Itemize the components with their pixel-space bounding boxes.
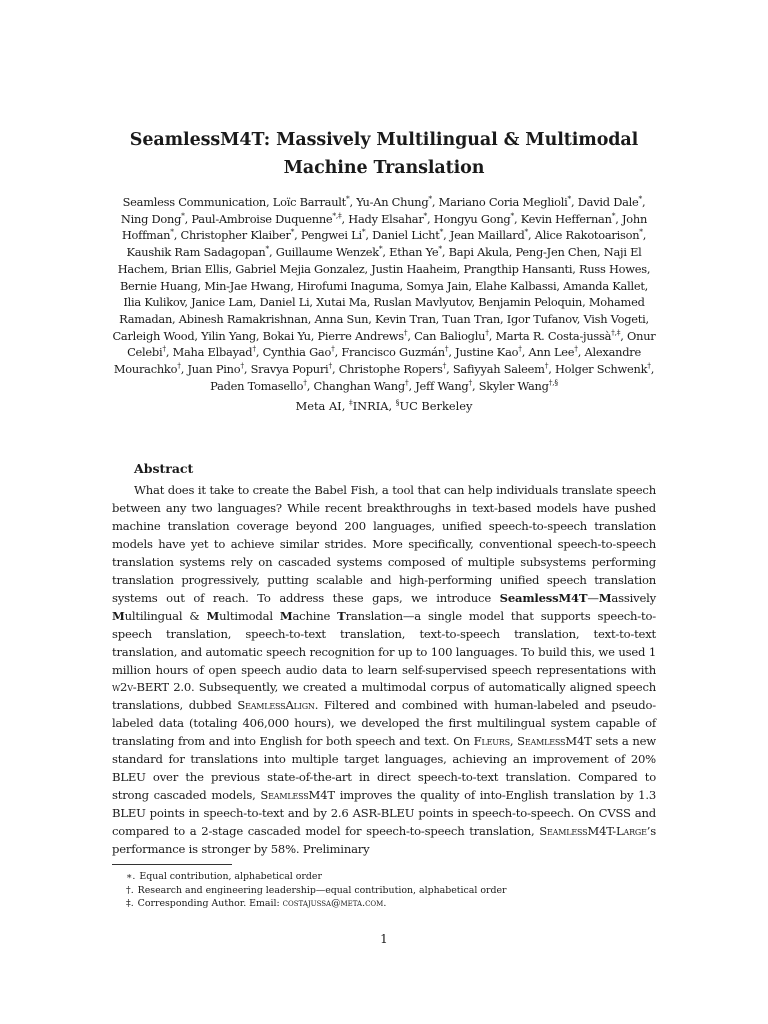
author-mark: * [423,210,428,220]
author-name: Russ Howes [579,261,647,276]
author-mark: †,§ [548,377,558,387]
author-name: Pierre Andrews [317,328,404,343]
author-name: Seamless Communication [122,195,267,209]
author-name: Alice Rakotoarison [534,228,640,243]
author-name: Tuan Tran [442,311,501,326]
abstract-text-run: SeamlessM4T [517,734,592,749]
author-name: Marta R. Costa-jussà [495,328,612,343]
footnote-divider [112,864,232,865]
footnotes [112,870,656,911]
abstract-text-run: achine [292,608,338,623]
affiliation-mark: § [395,398,400,408]
paper-title: SeamlessM4T: Massively Multilingual & Multimodal Machine Translation [129,130,639,178]
author-name: Hirofumi Inaguma [297,278,400,293]
author-mark: † [303,377,307,387]
author-mark: † [328,361,332,371]
author-name: Bokai Yu [262,328,311,343]
footnote-mark: †. [126,884,134,896]
author-name: Changhan Wang [313,378,405,393]
abstract-text-run: ’s performance is stronger by 58%. Preliminary [112,824,656,857]
affiliations: Meta AI, ‡INRIA, §UC Berkeley [295,398,473,413]
author-mark: * [378,244,383,254]
abstract-text-run: M [112,608,125,623]
author-mark: * [611,210,616,220]
author-mark: † [162,344,166,354]
author-name: Min-Jae Hwang [204,278,291,293]
abstract-text-run: SeamlessM4T-Large [539,824,647,839]
author-mark: * [438,244,442,254]
author-name: Ann Lee [528,345,575,360]
affiliation-name: INRIA [352,399,389,413]
author-name: Daniel Licht [372,228,440,243]
abstract-text-run: Fleurs [473,734,510,749]
abstract-text-run: M [206,608,220,623]
footnote-text: Research and engineering leadership—equal contribution, alphabetical order [137,884,507,896]
abstract-text-run: , [509,734,518,749]
author-name: Somya Jain [406,278,469,293]
author-mark: * [290,227,295,237]
author-list: Seamless Communication, Loïc Barrault*, Yu-An Chung*, Mariano Coria Meglioli*, David Dale*, Ning Dong*, Paul-Ambroise Duquenne*,‡, Hady Elsahar*, Hongyu Gong*, Kevin Heffernan*, John Hoffman*, Christopher Klaiber*, Pengwei Li*, Daniel Licht*, Jean Maillard*, Alice Rakotoarison*, Kaushik Ram Sadagopan*, Guillaume Wenzek*, Ethan Ye*, Bapi Akula, Peng-Jen Chen, Naji El Hachem, Brian Ellis, Gabriel Mejia Gonzalez, Justin Haaheim, Prangthip Hansanti, Russ Howes, Bernie Huang, Min-Jae Hwang, Hirofumi Inaguma, Somya Jain, Elahe Kalbassi, Amanda Kallet, Ilia Kulikov, Janice Lam, Daniel Li, Xutai Ma, Ruslan Mavlyutov, Benjamin Peloquin, Mohamed Ramadan, Abinesh Ramakrishnan, Anna Sun, Kevin Tran, Tuan Tran, Igor Tufanov, Vish Vogeti, Carleigh Wood, Yilin Yang, Bokai Yu, Pierre Andrews†, Can Balioglu†, Marta R. Costa-jussà†,‡, Onur Celebi†, Maha Elbayad†, Cynthia Gao†, Francisco Guzmán†, Justine Kao†, Ann Lee†, Alexandre Mourachko†, Juan Pino†, Sravya Popuri†, Christophe Ropers†, Safiyyah Saleem†, Holger Schwenk†, Paden Tomasello†, Changhan Wang†, Jeff Wang†, Skyler Wang†,§ [112,194,656,393]
author-mark: † [518,344,522,354]
footnote-mark: ‡. [126,898,134,910]
author-name: Christopher Klaiber [180,228,291,243]
author-mark: * [346,194,350,204]
author-name: Naji El Hachem [117,245,642,276]
author-name: Amanda Kallet [563,278,645,293]
author-name: Carleigh Wood [112,328,195,343]
author-name: Skyler Wang [478,378,549,393]
author-name: Jean Maillard [449,228,525,243]
abstract-text-run: . Subsequently, we created a multimodal corpus of automatically aligned speech translations, dubbed [112,680,656,713]
author-mark: † [403,327,408,337]
author-mark: † [404,377,409,387]
author-name: Hongyu Gong [433,211,511,226]
author-name: Kaushik Ram Sadagopan [126,245,266,260]
author-name: Alexandre Mourachko [113,345,641,377]
author-name: Gabriel Mejia Gonzalez [235,261,365,276]
page-number: 1 [380,932,388,946]
footnote-email: costajussa@meta.com [282,898,384,910]
abstract-text-run: ultilingual & [124,608,207,623]
author-mark: † [442,361,447,371]
author-name: Justin Haaheim [371,261,457,276]
abstract-text-run: M [279,608,293,623]
author-name: Peng-Jen Chen [515,245,598,260]
author-name: Pengwei Li [300,228,362,243]
abstract-text-run: M [598,590,612,605]
abstract-text-run: T [337,608,346,623]
author-mark: † [647,361,651,371]
author-mark: * [639,227,643,237]
author-name: Justine Kao [455,345,519,360]
author-name: Guillaume Wenzek [275,245,379,260]
author-name: Francisco Guzmán [341,345,445,360]
footnote: ‡. Corresponding Author. Email: costajussa@meta.com. [112,897,656,911]
author-name: Cynthia Gao [262,345,332,360]
author-mark: † [177,361,181,371]
author-mark: † [544,361,549,371]
author-mark: * [638,194,643,204]
author-name: Igor Tufanov [506,311,577,326]
author-name: Yilin Yang [201,328,256,343]
author-name: Mariano Coria Meglioli [438,195,568,209]
abstract-text-run: w2v-BERT 2.0 [112,680,192,695]
author-name: Bapi Akula [448,245,509,260]
author-name: Abinesh Ramakrishnan [178,311,308,326]
author-name: Paul-Ambroise Duquenne [191,211,333,226]
author-name: Mohamed Ramadan [119,295,645,326]
author-name: Brian Ellis [170,261,229,276]
author-name: Safiyyah Saleem [452,362,545,377]
author-name: Jeff Wang [415,378,469,393]
author-name: Sravya Popuri [250,362,329,377]
affiliation-mark: ‡ [348,398,353,408]
abstract-text-run: . Filtered and combined with human-labeled and pseudo-labeled data (totaling 406,000 hours), we developed the first multilingual system capable of translating from and into English for both speech and text. On [112,698,656,749]
affiliation-name: UC Berkeley [399,399,473,413]
author-name: Maha Elbayad [172,345,253,360]
abstract-text-run: assively [611,590,656,605]
author-name: Paden Tomasello [210,378,304,393]
author-mark: * [361,227,366,237]
author-name: Benjamin Peloquin [478,295,583,310]
author-mark: † [485,327,489,337]
author-name: Bernie Huang [119,278,198,293]
author-name: Onur Celebi [127,328,656,360]
author-mark: * [170,227,174,237]
author-mark: * [428,194,432,204]
author-name: John Hoffman [121,211,648,243]
author-name: Ilia Kulikov [123,295,185,310]
abstract-text-run: sets a new standard for translations into multiple target languages, achieving an improvement of 20% BLEU over the previous state-of-the-art in direct speech-to-text translation. Compared to strong cascaded models, [112,734,656,803]
author-mark: * [181,210,185,220]
author-name: Daniel Li [259,295,310,310]
footnote [112,884,656,898]
author-mark: * [567,194,572,204]
author-mark: * [265,244,269,254]
footnote [112,870,656,884]
footnote-text: Equal contribution, alphabetical order [139,871,322,882]
abstract-body [112,482,656,859]
author-name: Xutai Ma [316,295,367,310]
abstract-text-run: ultimodal [219,608,280,623]
author-mark: * [439,227,444,237]
author-name: Prangthip Hansanti [463,261,573,276]
author-name: Ning Dong [120,211,182,226]
author-name: Christophe Ropers [338,362,443,377]
author-mark: † [444,344,449,354]
author-name: Kevin Heffernan [520,211,612,226]
author-name: David Dale [577,195,639,209]
author-name: Janice Lam [191,295,253,310]
author-name: Ruslan Mavlyutov [373,295,472,310]
footnote-text: Corresponding Author. Email: [137,898,283,910]
author-name: Kevin Tran [375,311,436,326]
abstract-text-run: ranslation—a single model that supports speech-to-speech translation, speech-to-text translation, text-to-speech translation, text-to-text translation, and automatic speech recognition for up to 100 languages. To build this, we used 1 million hours of open speech audio data to learn self-supervised speech representations with [112,608,656,677]
author-name: Can Balioglu [414,328,486,343]
author-mark: † [574,344,578,354]
author-name: Ethan Ye [389,245,439,260]
author-name: Juan Pino [187,362,241,377]
author-mark: *,‡ [332,210,342,220]
author-mark: †,‡ [611,327,621,337]
author-name: Holger Schwenk [554,362,648,377]
abstract-text-run: — [587,590,599,605]
abstract-text-run: improves the quality of into-English translation by 1.3 BLEU points in speech-to-text and by 2.6 ASR-BLEU points in speech-to-speech. On CVSS and compared to a 2-stage cascaded model for speech-to-speech translation, [112,788,657,839]
author-name: Anna Sun [314,311,369,326]
author-mark: * [524,227,529,237]
author-name: Loïc Barrault [272,195,346,209]
author-name: Vish Vogeti [583,311,646,326]
author-name: Hady Elsahar [348,211,424,226]
footnote-mark: ∗. [126,871,136,882]
author-mark: † [252,344,256,354]
abstract-text-run: SeamlessM4T [499,590,588,605]
abstract-text-run: What does it take to create the Babel Fish, a tool that can help individuals translate speech between any two languages? While recent breakthroughs in text-based models have pushed machine translation coverage beyond 200 languages, unified speech-to-speech translation models have yet to achieve similar strides. More specifically, conventional speech-to-speech translation systems rely on cascaded systems composed of multiple subsystems performing translation progressively, putting scalable and high-performing unified speech translation systems out of reach. To address these gaps, we introduce [112,483,656,605]
author-mark: † [331,344,335,354]
abstract-text-run: SeamlessM4T [260,788,335,803]
author-mark: † [468,377,472,387]
author-mark: * [510,210,514,220]
author-mark: † [240,361,244,371]
author-name: Yu-An Chung [356,195,429,209]
abstract-heading: Abstract [134,461,194,476]
affiliation-name: Meta AI [295,399,342,413]
abstract-text-run: SeamlessAlign [237,698,315,713]
author-name: Elahe Kalbassi [475,278,557,293]
